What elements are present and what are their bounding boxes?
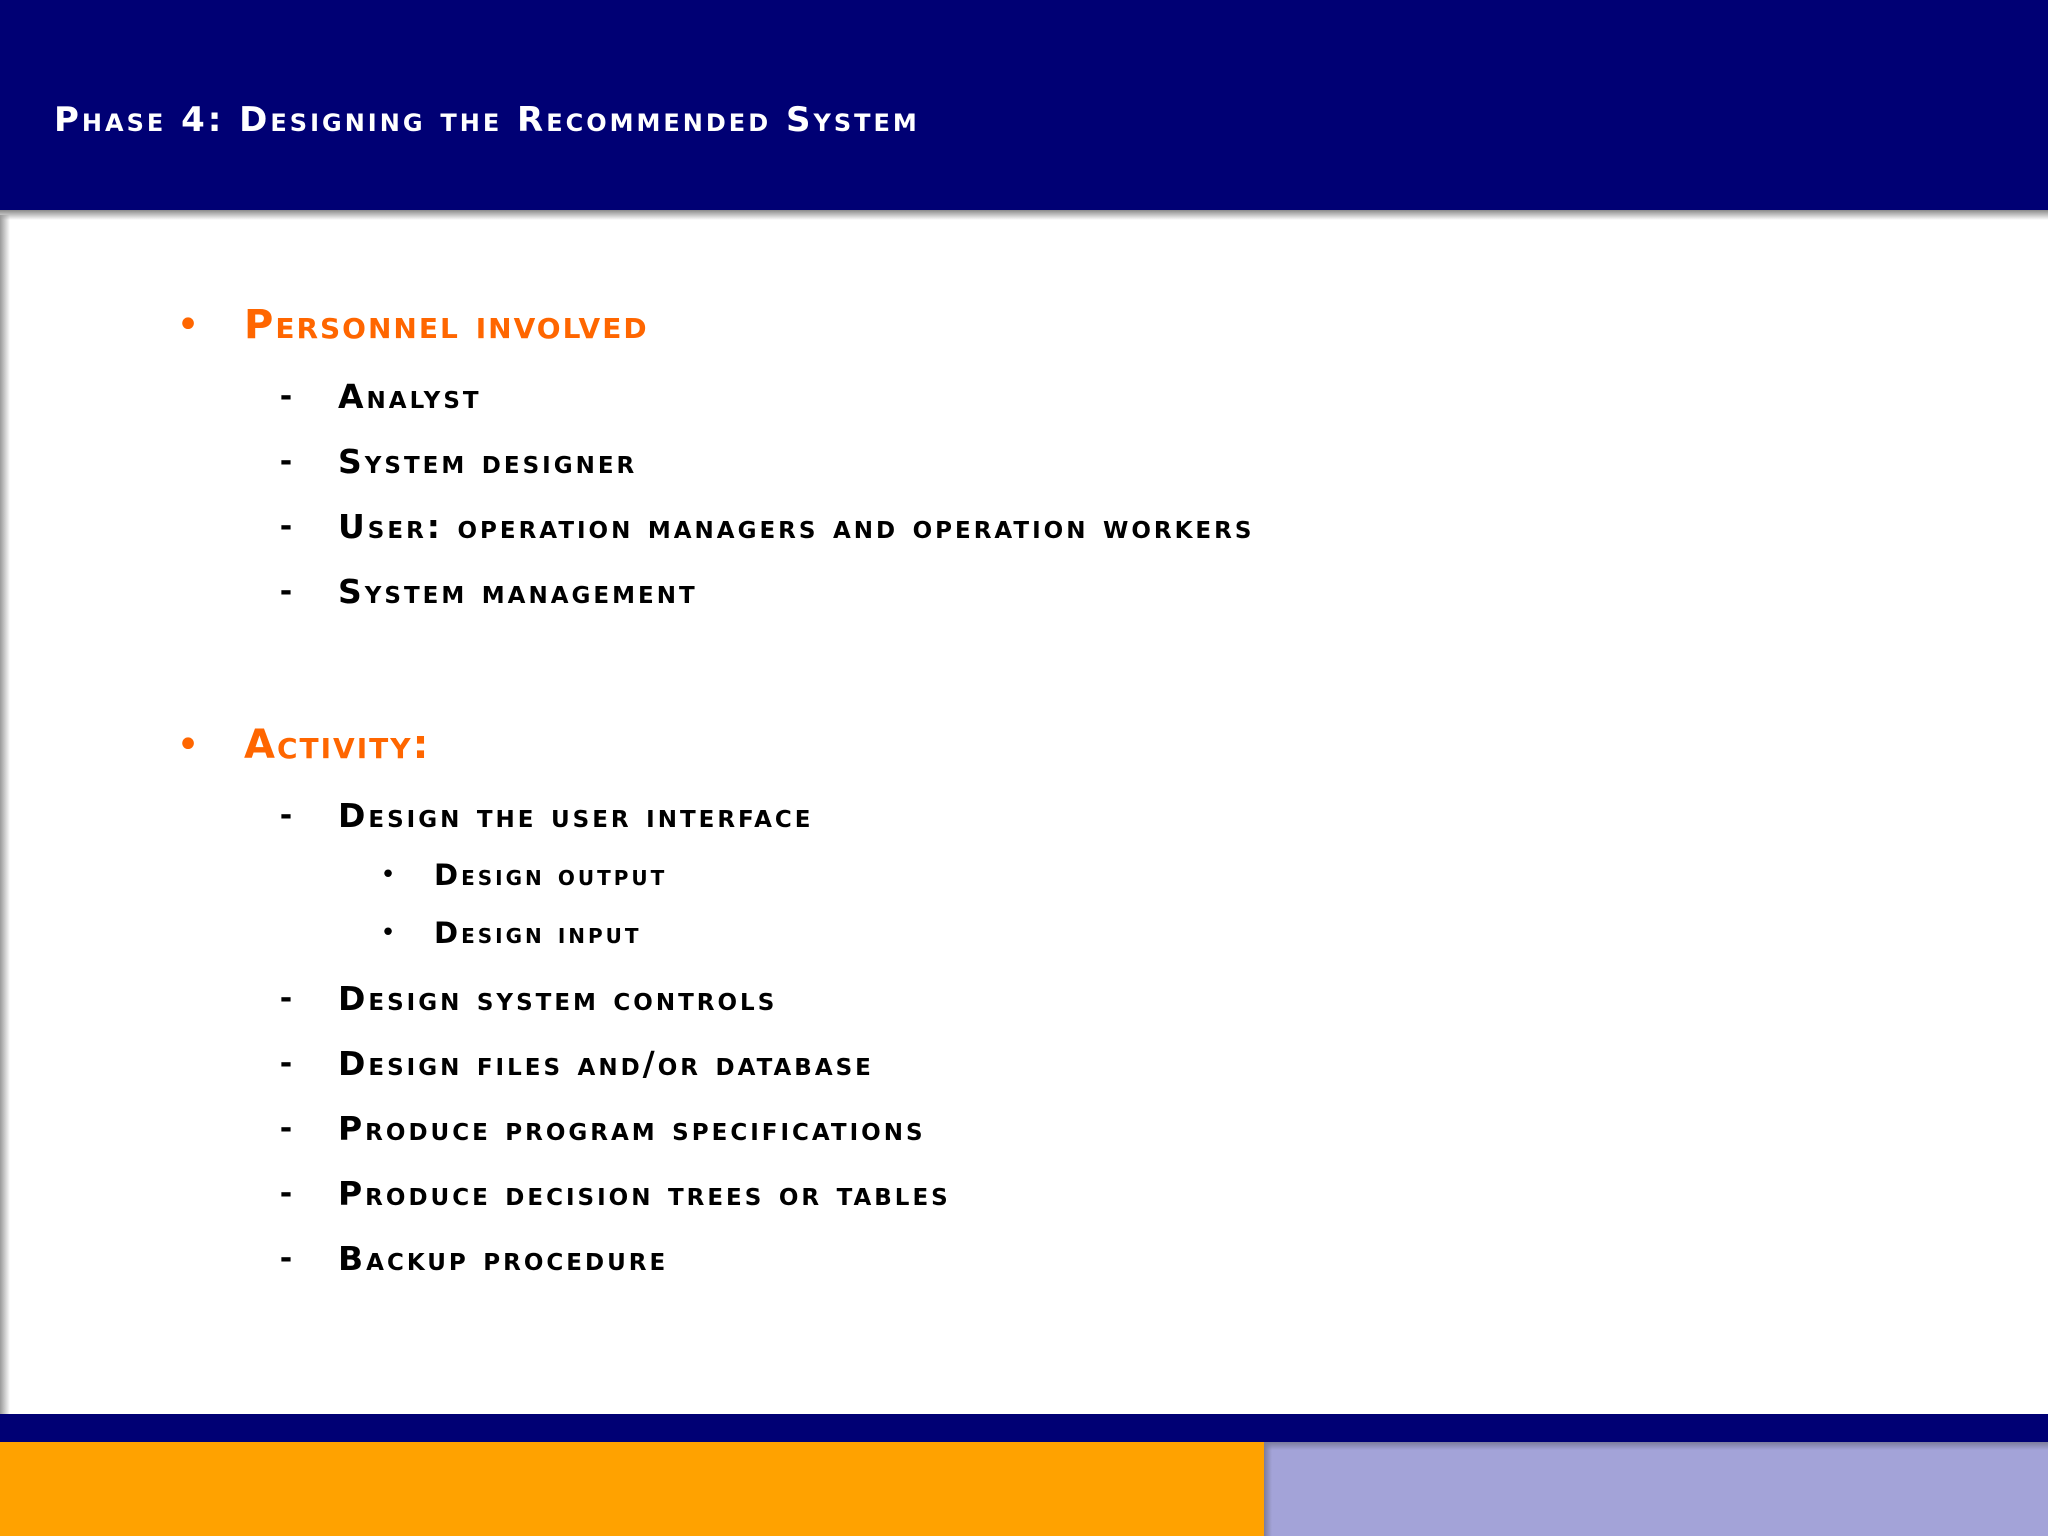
list-item — [276, 1239, 668, 1278]
bullet-dot-icon: • — [176, 722, 200, 768]
footer-lavender-left-shadow — [1264, 1442, 1272, 1536]
list-item-label: Design files and/or database — [338, 1044, 874, 1083]
dash-icon: - — [279, 1241, 293, 1276]
list-item — [276, 572, 698, 611]
list-item — [276, 442, 637, 481]
list-item-label: System designer — [338, 442, 638, 481]
list-item-label: Produce decision trees or tables — [338, 1174, 951, 1213]
list-item — [276, 377, 482, 416]
section-heading-personnel — [168, 302, 649, 348]
dash-icon: - — [279, 574, 293, 609]
dash-icon: - — [279, 509, 293, 544]
dash-icon: - — [279, 981, 293, 1016]
footer-lavender-block — [1264, 1442, 2048, 1536]
slide-title: Phase 4: Designing the Recommended System — [54, 100, 920, 140]
list-item — [276, 1044, 874, 1083]
footer-orange-block — [0, 1442, 1264, 1536]
list-item-label: Design the user interface — [338, 796, 814, 835]
section-heading-label: Activity: — [244, 722, 431, 768]
list-item-label: Backup procedure — [338, 1239, 669, 1278]
list-item-label: Analyst — [338, 377, 482, 416]
list-item-label: System management — [338, 572, 698, 611]
footer-lavender-top-shadow — [1264, 1442, 2048, 1450]
title-bar-shadow — [0, 210, 2048, 220]
sub-list-item-label: Design output — [434, 858, 668, 892]
list-item-label: Design system controls — [338, 979, 778, 1018]
sub-list-item-label: Design input — [434, 916, 642, 950]
list-item — [276, 979, 777, 1018]
bullet-dot-icon: • — [176, 302, 200, 348]
dash-icon: - — [279, 1176, 293, 1211]
list-item — [276, 1174, 951, 1213]
content-left-shadow — [0, 215, 10, 1415]
list-item-label: User: operation managers and operation workers — [338, 507, 1255, 546]
section-heading-activity — [168, 722, 430, 768]
bullet-dot-icon: • — [380, 918, 396, 948]
list-item — [276, 1109, 926, 1148]
list-item — [276, 507, 1254, 546]
dash-icon: - — [279, 1111, 293, 1146]
dash-icon: - — [279, 1046, 293, 1081]
bullet-dot-icon: • — [380, 860, 396, 890]
dash-icon: - — [279, 444, 293, 479]
dash-icon: - — [279, 379, 293, 414]
list-item-label: Produce program specifications — [338, 1109, 926, 1148]
footer-band — [0, 1414, 2048, 1442]
sub-list-item — [380, 858, 667, 892]
list-item — [276, 796, 814, 835]
sub-list-item — [380, 916, 642, 950]
dash-icon: - — [279, 798, 293, 833]
section-heading-label: Personnel involved — [244, 302, 649, 348]
